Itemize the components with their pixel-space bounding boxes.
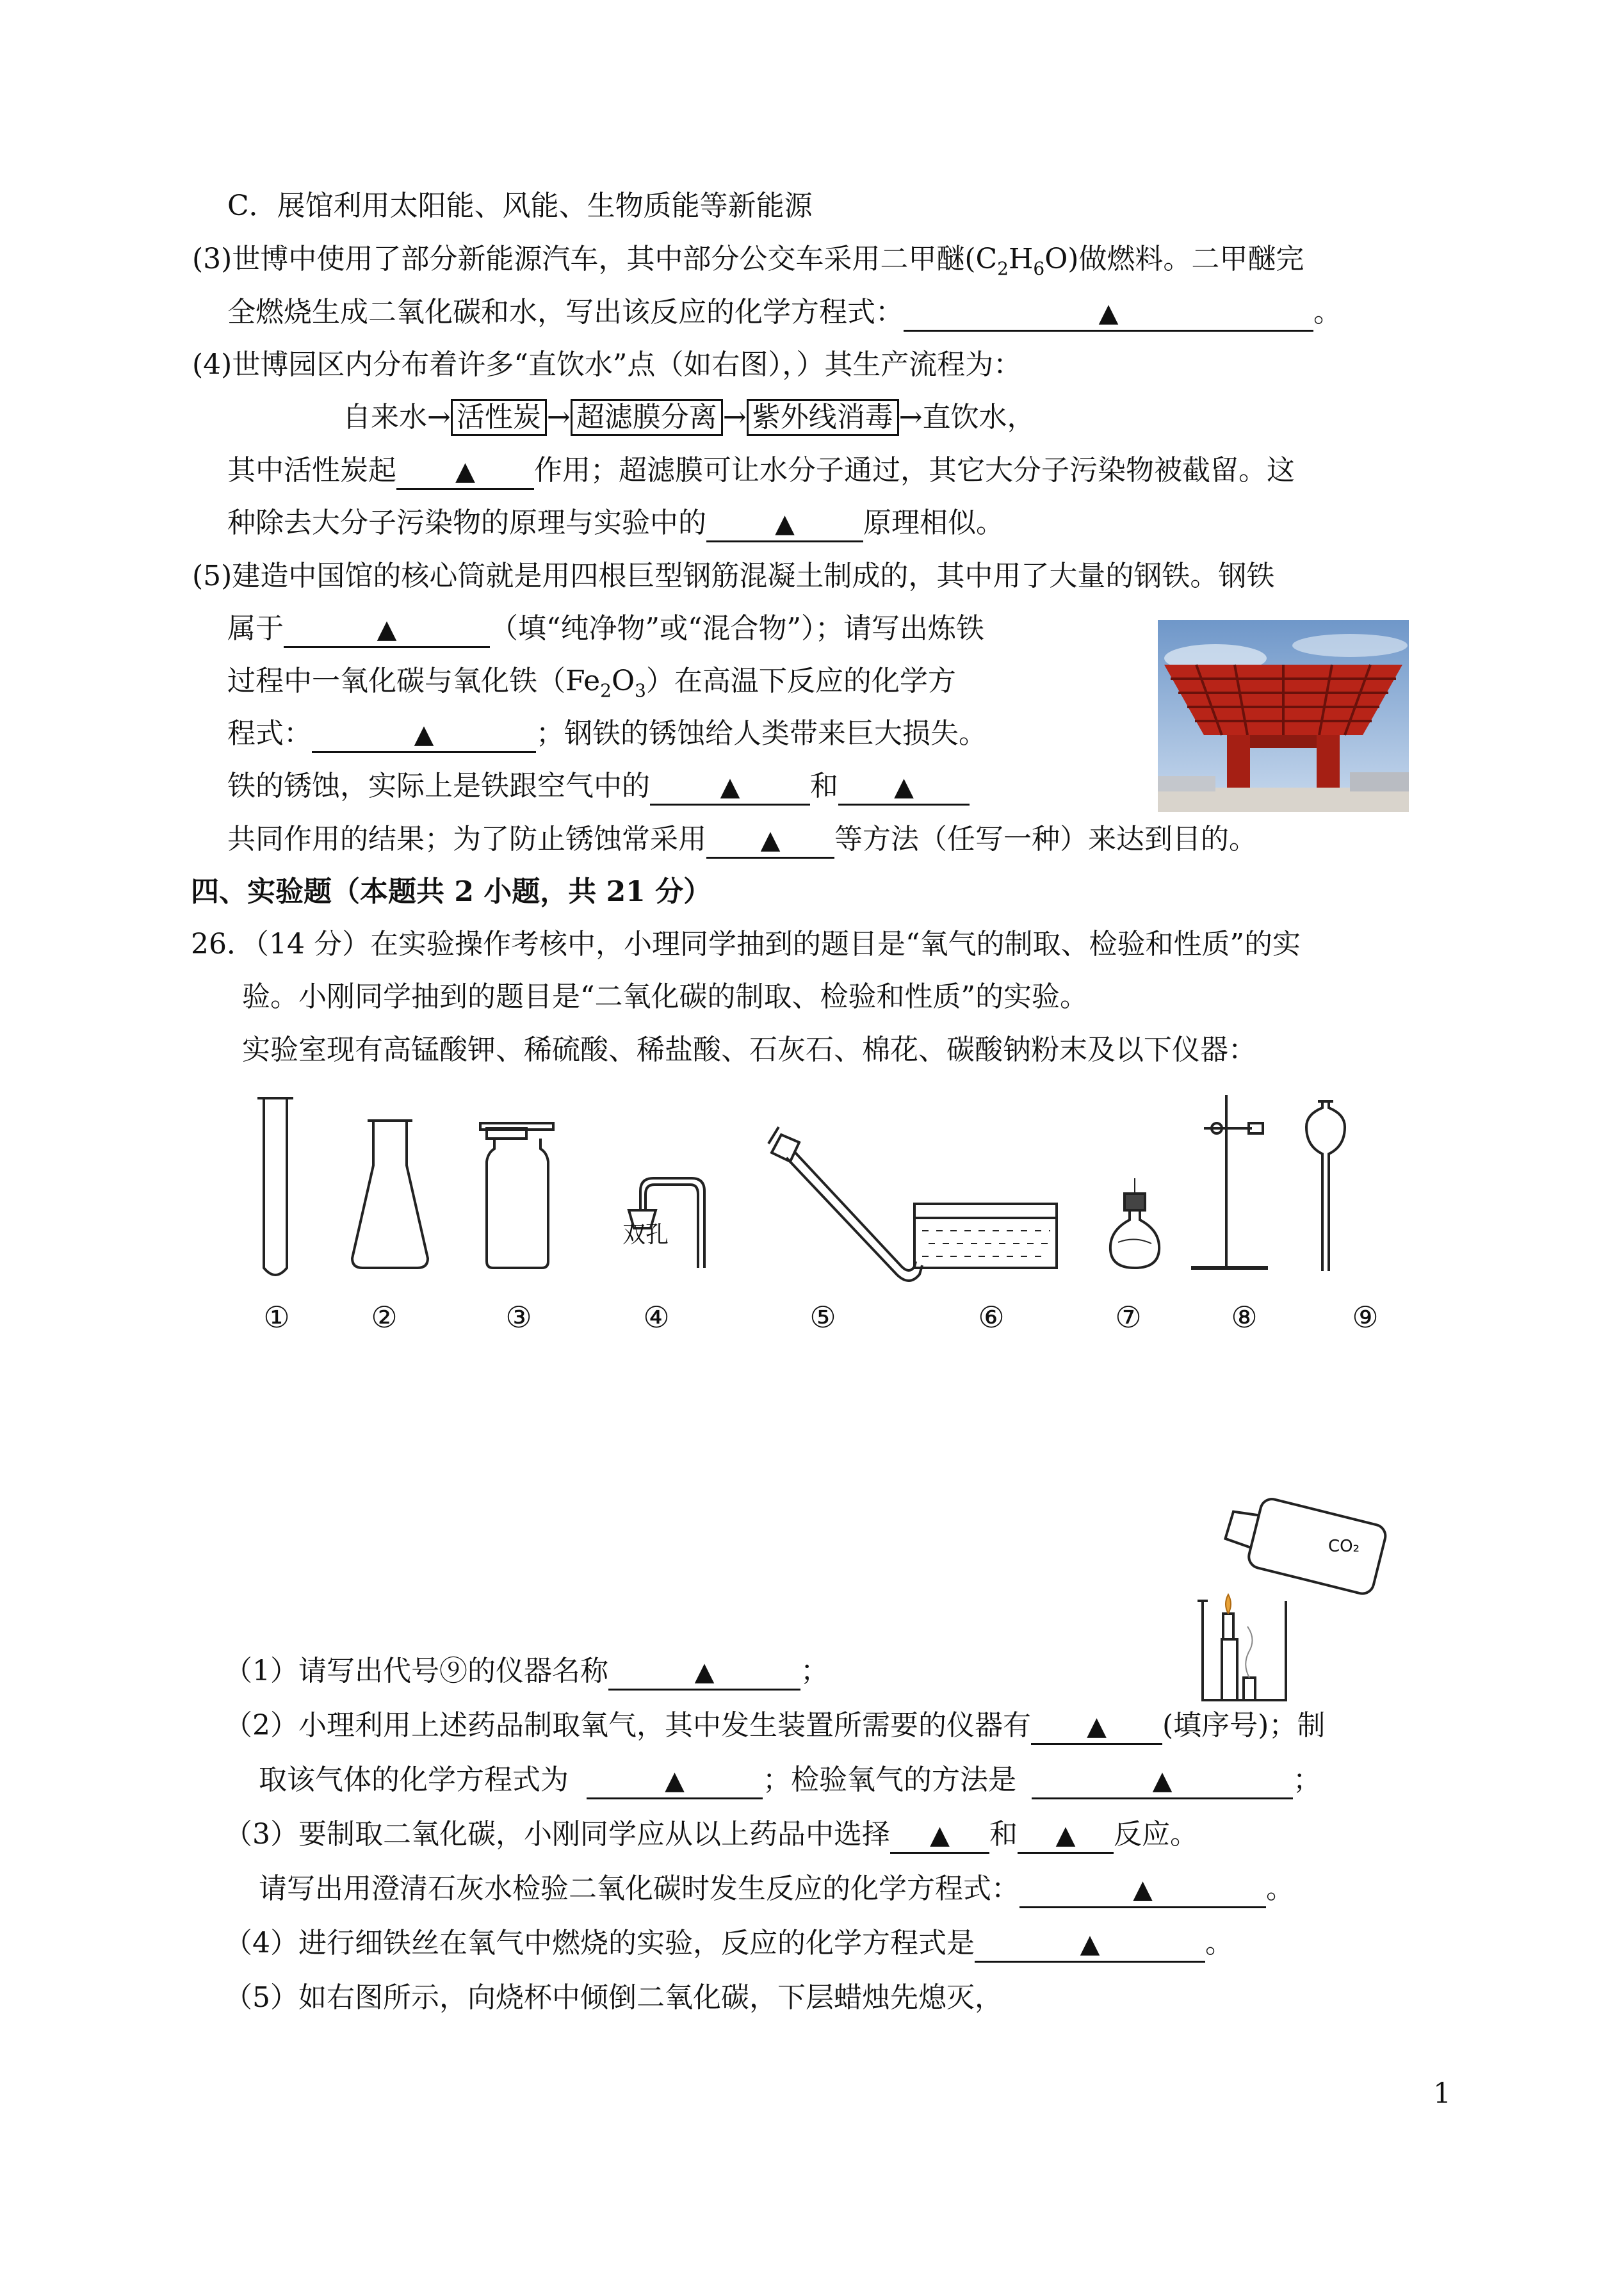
conical-flask-icon <box>352 1121 428 1268</box>
answer-blank[interactable]: ▲ <box>650 770 810 806</box>
apparatus-label: ⑦ <box>1115 1300 1142 1334</box>
apparatus-label: ③ <box>505 1300 532 1334</box>
answer-blank[interactable]: ▲ <box>975 1927 1205 1963</box>
question-5-line-2: 属于 ▲ （填“纯净物”或“混合物”）；请写出炼铁 <box>227 610 984 648</box>
question-5-line-1: (5)建造中国馆的核心筒就是用四根巨型钢筋混凝土制成的，其中用了大量的钢铁。钢铁 <box>192 560 1275 592</box>
question-3-line-1: (3)世博中使用了部分新能源汽车，其中部分公交车采用二甲醚$(C_2H_6O)$做燃料。二甲醚完 <box>192 243 1304 279</box>
separatory-funnel-icon <box>1306 1101 1345 1271</box>
answer-blank[interactable]: ▲ <box>1018 1818 1114 1854</box>
co2-pouring-figure <box>1190 1486 1408 1710</box>
question-5-line-6: 共同作用的结果；为了防止锈蚀常采用 ▲ 等方法（任写一种）来达到目的。 <box>227 820 1257 859</box>
question-4-line-4: 种除去大分子污染物的原理与实验中的 ▲ 原理相似。 <box>227 504 1004 542</box>
apparatus-label: ② <box>371 1300 398 1334</box>
apparatus-label: ⑧ <box>1231 1300 1258 1334</box>
alcohol-lamp-icon <box>1110 1178 1159 1268</box>
answer-blank[interactable]: ▲ <box>1032 1764 1293 1799</box>
answer-blank[interactable]: ▲ <box>706 507 863 542</box>
apparatus-label: ⑨ <box>1352 1300 1379 1334</box>
gas-jar-icon <box>480 1123 553 1268</box>
sub-question-1: （1）请写出代号⑨的仪器名称 ▲ ； <box>224 1652 829 1691</box>
flow-step-ultrafiltration: 超滤膜分离 <box>571 399 723 436</box>
sub-question-5: （5）如右图所示，向烧杯中倾倒二氧化碳，下层蜡烛先熄灭， <box>224 1981 1003 2014</box>
china-pavilion-photo <box>1158 620 1409 812</box>
delivery-tube-icon <box>768 1127 922 1281</box>
iron-stand-icon <box>1191 1095 1268 1268</box>
question-5-line-5: 铁的锈蚀，实际上是铁跟空气中的 ▲ 和 ▲ <box>227 767 970 806</box>
answer-blank[interactable]: ▲ <box>587 1764 763 1799</box>
sub-question-2-line-1: （2）小理利用上述药品制取氧气，其中发生装置所需要的仪器有 ▲ (填序号)；制 <box>224 1707 1325 1745</box>
apparatus-label: ① <box>263 1300 290 1334</box>
question-26-line-3: 实验室现有高锰酸钾、稀硫酸、稀盐酸、石灰石、棉花、碳酸钠粉末及以下仪器： <box>242 1034 1256 1066</box>
answer-blank[interactable]: ▲ <box>608 1655 800 1691</box>
answer-blank[interactable]: ▲ <box>838 770 970 806</box>
apparatus-label: ④ <box>643 1300 670 1334</box>
answer-blank[interactable]: ▲ <box>312 717 536 753</box>
flow-step-uv-disinfection: 紫外线消毒 <box>747 399 899 436</box>
question-26-line-1: 26．（14 分）在实验操作考核中，小理同学抽到的题目是“氧气的制取、检验和性质”的实 <box>191 928 1301 961</box>
answer-blank[interactable]: ▲ <box>706 823 834 859</box>
co2-label: CO₂ <box>1328 1537 1360 1556</box>
test-tube-icon <box>257 1098 293 1275</box>
water-trough-icon <box>914 1204 1057 1268</box>
sub-question-3-line-2: 请写出用澄清石灰水检验二氧化碳时发生反应的化学方程式： ▲ 。 <box>259 1870 1294 1908</box>
answer-blank[interactable]: ▲ <box>890 1818 989 1854</box>
apparatus-figure <box>192 1082 1447 1293</box>
flow-step-activated-carbon: 活性炭 <box>451 399 547 436</box>
question-4-line-1: (4)世博园区内分布着许多“直饮水”点（如右图），）其生产流程为： <box>192 348 1022 381</box>
section-heading-experiments: 四、实验题（本题共 2 小题，共 21 分） <box>191 875 712 908</box>
question-4-line-3: 其中活性炭起 ▲ 作用；超滤膜可让水分子通过，其它大分子污染物被截留。这 <box>227 451 1295 490</box>
answer-blank[interactable]: ▲ <box>396 454 534 490</box>
answer-blank[interactable]: ▲ <box>284 612 490 648</box>
sub-question-4: （4）进行细铁丝在氧气中燃烧的实验，反应的化学方程式是 ▲ 。 <box>224 1924 1233 1963</box>
apparatus-label: ⑥ <box>978 1300 1005 1334</box>
apparatus-label: ⑤ <box>809 1300 836 1334</box>
question-5-line-3: 过程中一氧化碳与氧化铁$(Fe_2O_3)$在高温下反应的化学方 <box>227 665 956 701</box>
question-26-line-2: 验。小刚同学抽到的题目是“二氧化碳的制取、检验和性质”的实验。 <box>242 980 1088 1013</box>
water-process-flow: 自来水→ 活性炭 → 超滤膜分离 → 紫外线消毒 →直饮水， <box>343 398 1035 437</box>
stopper-label: 双孔 <box>622 1222 669 1248</box>
sub-question-2-line-2: 取该气体的化学方程式为 ▲ ；检验氧气的方法是 ▲ ； <box>259 1761 1321 1799</box>
answer-blank[interactable]: ▲ <box>904 296 1313 332</box>
option-c: C．展馆利用太阳能、风能、生物质能等新能源 <box>227 190 813 222</box>
answer-blank[interactable]: ▲ <box>1031 1709 1162 1745</box>
sub-question-3-line-1: （3）要制取二氧化碳，小刚同学应从以上药品中选择 ▲ 和 ▲ 反应。 <box>224 1815 1198 1854</box>
question-5-line-4: 程式： ▲ ；钢铁的锈蚀给人类带来巨大损失。 <box>227 715 987 753</box>
answer-blank[interactable]: ▲ <box>1019 1872 1266 1908</box>
question-3-line-2: 全燃烧生成二氧化碳和水，写出该反应的化学方程式： ▲ 。 <box>227 293 1342 332</box>
page-number: 1 <box>1433 2077 1451 2110</box>
